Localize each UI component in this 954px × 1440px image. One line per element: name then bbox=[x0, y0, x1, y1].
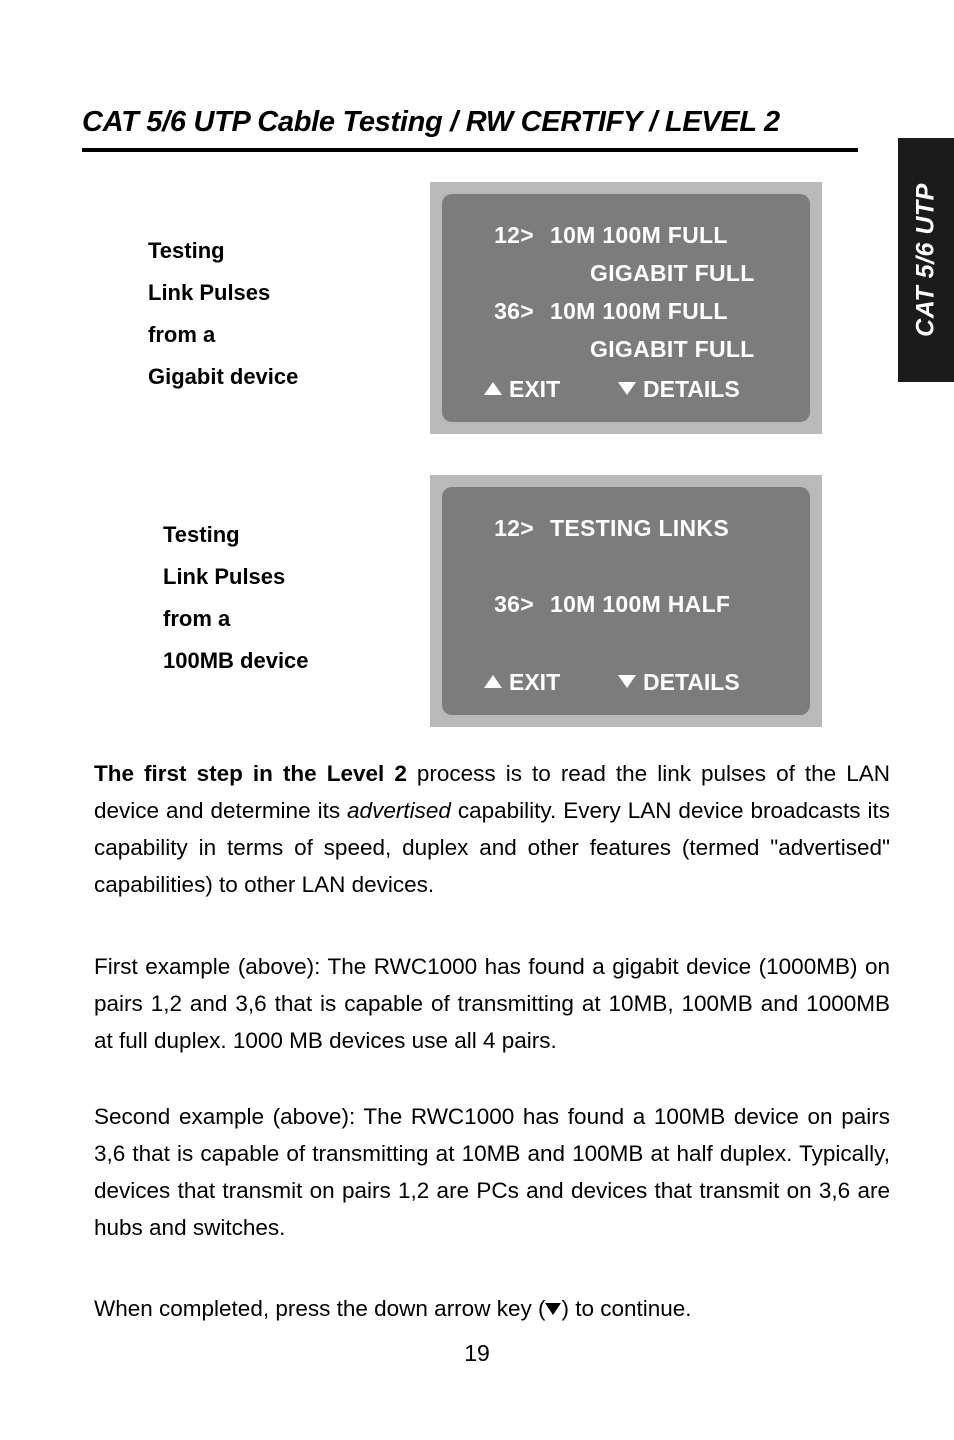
caption-gigabit-line-2: Link Pulses bbox=[148, 280, 271, 305]
screen1-row2-text: GIGABIT FULL bbox=[590, 260, 755, 286]
paragraph-second-example: Second example (above): The RWC1000 has found a 100MB device on pairs 3,6 that is capable of transmitting at 10MB and 100MB at half duplex. Typically, devices that transmit on pairs 1,2 are PCs and devices that transmit on 3,6 are hubs and switches. bbox=[94, 1104, 890, 1240]
caption-gigabit-line-4: Gigabit device bbox=[148, 364, 299, 389]
page-title: CAT 5/6 UTP Cable Testing / RW CERTIFY / LEVEL 2 bbox=[82, 106, 780, 138]
arrow-up-icon bbox=[484, 675, 502, 688]
paragraph-4-text-a: When completed, press the down arrow key ( bbox=[94, 1296, 546, 1321]
screen2-row1-pair: 12> bbox=[494, 515, 534, 541]
screen2-exit-softkey[interactable] bbox=[484, 669, 560, 696]
100mb-device-screen bbox=[430, 475, 822, 727]
paragraph-when-completed bbox=[94, 1290, 890, 1327]
caption-100mb-line-4: 100MB device bbox=[163, 648, 309, 673]
arrow-up-icon bbox=[484, 382, 502, 395]
arrow-down-icon bbox=[545, 1303, 561, 1315]
screen1-row4-text: GIGABIT FULL bbox=[590, 336, 755, 362]
screen1-details-softkey[interactable] bbox=[618, 376, 740, 403]
screen2-exit-label: EXIT bbox=[509, 669, 561, 695]
screen2-row1-text: TESTING LINKS bbox=[550, 515, 729, 541]
paragraph-first-step bbox=[94, 755, 890, 903]
side-tab bbox=[898, 138, 954, 382]
paragraph-1-emphasis: advertised bbox=[347, 798, 451, 823]
title-divider bbox=[82, 148, 858, 152]
screen1-exit-softkey[interactable] bbox=[484, 376, 560, 403]
arrow-down-icon bbox=[618, 382, 636, 395]
caption-100mb-line-2: Link Pulses bbox=[163, 564, 286, 589]
page-number: 19 bbox=[464, 1340, 490, 1366]
caption-100mb bbox=[163, 514, 309, 682]
gigabit-device-screen bbox=[430, 182, 822, 434]
caption-100mb-line-1: Testing bbox=[163, 522, 240, 547]
caption-100mb-line-3: from a bbox=[163, 606, 231, 631]
caption-gigabit bbox=[148, 230, 298, 398]
screen2-details-label: DETAILS bbox=[643, 669, 740, 695]
screen2-row3-text: 10M 100M HALF bbox=[550, 591, 731, 617]
screen1-exit-label: EXIT bbox=[509, 376, 561, 402]
screen2-row3-pair: 36> bbox=[494, 591, 534, 617]
screen1-row1-pair: 12> bbox=[494, 222, 534, 248]
screen1-row3-text: 10M 100M FULL bbox=[550, 298, 728, 324]
arrow-down-icon bbox=[618, 675, 636, 688]
screen1-row3-pair: 36> bbox=[494, 298, 534, 324]
caption-gigabit-line-3: from a bbox=[148, 322, 216, 347]
screen1-details-label: DETAILS bbox=[643, 376, 740, 402]
caption-gigabit-line-1: Testing bbox=[148, 238, 225, 263]
paragraph-1-lead: The first step in the Level 2 bbox=[94, 761, 407, 786]
paragraph-1-text-a: process is to read the link pulses of the LAN device and determine its bbox=[94, 761, 891, 823]
paragraph-first-example: First example (above): The RWC1000 has found a gigabit device (1000MB) on pairs 1,2 and 3,6 that is capable of transmitting at 10MB, 100MB and 1000MB at full duplex. 1000 MB devices use all 4 pairs. bbox=[94, 954, 890, 1053]
screen1-row1-text: 10M 100M FULL bbox=[550, 222, 728, 248]
100mb-device-screen-display bbox=[442, 487, 810, 715]
side-tab-label: CAT 5/6 UTP bbox=[911, 183, 940, 337]
paragraph-1-text-b: capability. Every LAN device broadcasts its capability in terms of speed, duplex and other features (termed "advertised" capabilities) to other LAN devices. bbox=[94, 798, 890, 897]
gigabit-device-screen-display bbox=[442, 194, 810, 422]
paragraph-4-text-b: ) to continue. bbox=[561, 1296, 692, 1321]
screen2-details-softkey[interactable] bbox=[618, 669, 740, 696]
